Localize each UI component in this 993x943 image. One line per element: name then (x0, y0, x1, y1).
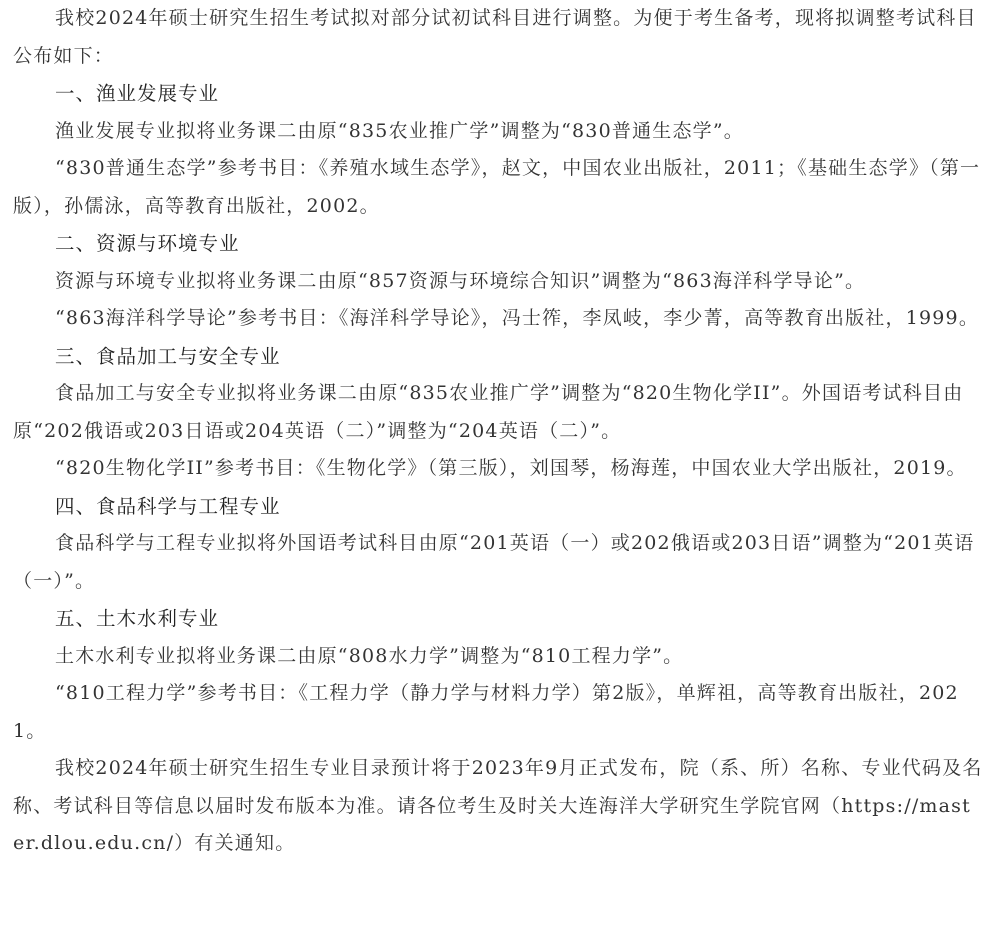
notice-document (13, 0, 983, 863)
section-paragraph: 食品科学与工程专业拟将外国语考试科目由原“201英语（一）或202俄语或203日语”调整为“201英语（一）”。 (13, 532, 975, 592)
closing-paragraph: 我校2024年硕士研究生招生专业目录预计将于2023年9月正式发布，院（系、所）名称、专业代码及名称、考试科目等信息以届时发布版本为准。请各位考生及时关大连海洋大学研究生学院官网（https://master.dlou.edu.cn/）有关通知。 (13, 757, 983, 854)
section-heading-civil-water: 五、土木水利专业 (55, 607, 220, 630)
section-paragraph: 资源与环境专业拟将业务课二由原“857资源与环境综合知识”调整为“863海洋科学导论”。 (55, 269, 866, 292)
section-paragraph: “863海洋科学导论”参考书目：《海洋科学导论》，冯士筰，李凤岐，李少菁，高等教育出版社，1999。 (55, 307, 980, 329)
section-heading-food-science-engineering: 四、食品科学与工程专业 (55, 494, 281, 518)
section-paragraph: “830普通生态学”参考书目：《养殖水域生态学》，赵文，中国农业出版社，2011；《基础生态学》（第一版），孙儒泳，高等教育出版社，2002。 (13, 157, 981, 217)
section-heading-food-processing-safety: 三、食品加工与安全专业 (55, 344, 281, 368)
section-paragraph: “810工程力学”参考书目：《工程力学（静力学与材料力学）第2版》，单辉祖，高等教育出版社，2021。 (13, 682, 959, 742)
section-heading-resources-environment: 二、资源与环境专业 (55, 232, 240, 255)
section-paragraph: 渔业发展专业拟将业务课二由原“835农业推广学”调整为“830普通生态学”。 (55, 119, 744, 142)
section-paragraph: 土木水利专业拟将业务课二由原“808水力学”调整为“810工程力学”。 (55, 644, 684, 667)
section-paragraph: 食品加工与安全专业拟将业务课二由原“835农业推广学”调整为“820生物化学II”。外国语考试科目由原“202俄语或203日语或204英语（二）”调整为“204英语（二）”。 (13, 382, 964, 442)
section-heading-fishery: 一、渔业发展专业 (55, 82, 220, 105)
intro-paragraph: 我校2024年硕士研究生招生考试拟对部分试初试科目进行调整。为便于考生备考，现将拟调整考试科目公布如下： (13, 7, 977, 67)
section-paragraph: “820生物化学II”参考书目：《生物化学》（第三版），刘国琴，杨海莲，中国农业大学出版社，2019。 (55, 457, 967, 479)
